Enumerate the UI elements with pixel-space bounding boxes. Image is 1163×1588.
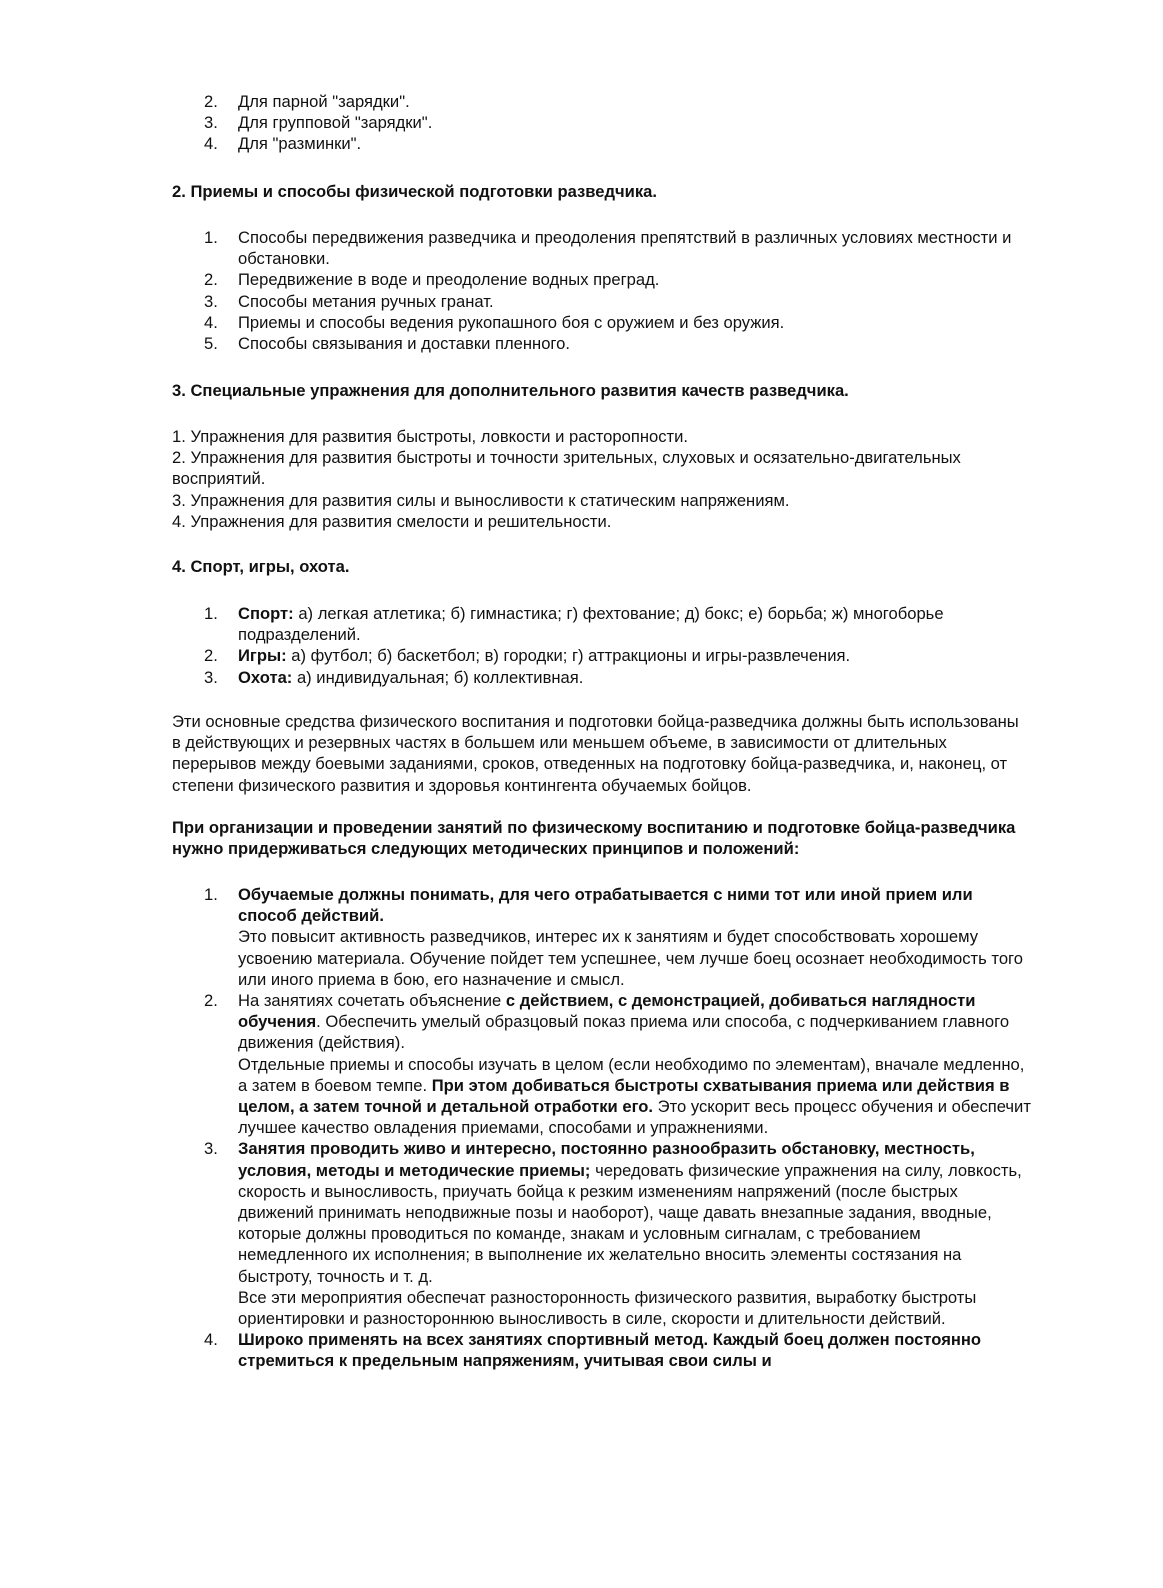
list-number: 2.	[204, 991, 218, 1011]
list-text: Для "разминки".	[238, 134, 362, 154]
list-item	[172, 884, 1032, 990]
principle-text: Это ускорит весь процесс обучения и обеспечит лучшее качество овладения приемами, способами и упражнениями.	[238, 1097, 1031, 1138]
list-text: Передвижение в воде и преодоление водных преград.	[238, 270, 660, 290]
principle-bold: При этом добиваться быстроты схватывания приема или действия в целом, а затем точной и детальной отработки его.	[238, 1075, 1010, 1117]
body-paragraph: Эти основные средства физического воспитания и подготовки бойца-разведчика должны быть использованы в действующих и резервных частях в большем или меньшем объеме, в зависимости от длительных перерывов между боевыми заданиями, сроков, отведенных на подготовку бойца-разведчика, и, наконец, от степени физического развития и здоровья контингента обучаемых бойцов.	[172, 712, 1019, 795]
list-item	[172, 291, 1032, 312]
exercise-line: 1. Упражнения для развития быстроты, ловкости и расторопности.	[172, 427, 689, 446]
list-number: 1.	[204, 885, 218, 904]
list-number: 2.	[204, 270, 218, 290]
list-number: 3.	[204, 667, 218, 687]
list-item	[172, 227, 1032, 269]
list-label: Игры:	[238, 646, 287, 666]
list-number: 5.	[204, 334, 218, 354]
principle-text: Отдельные приемы и способы изучать в целом (если необходимо по элементам), вначале медленно, а затем в боевом темпе.	[238, 1054, 1025, 1095]
list-number: 4.	[204, 312, 218, 332]
list-item	[172, 91, 1032, 112]
section-heading-3: 3. Специальные упражнения для дополнительного развития качеств разведчика.	[172, 381, 849, 400]
principle-bold: Занятия проводить живо и интересно, постоянно разнообразить обстановку, местность, условия, методы и методические приемы;	[238, 1139, 975, 1180]
principle-text: чередовать физические упражнения на силу, ловкость, скорость и выносливость, приучать бойца к резким изменениям напряжений (после быстрых движений принимать неподвижные позы и наоборот), чаще давать внезапные задания, вводные, которые должны проводиться по команде, знакам и условным сигналам, с требованием немедленного их исполнения; в выполнение их желательно вносить элементы состязания на быстроту, точность и т. д.	[238, 1160, 1022, 1286]
list-item	[172, 269, 1032, 290]
list-number: 3.	[204, 113, 218, 133]
list-text: а) индивидуальная; б) коллективная.	[292, 667, 584, 687]
principle-text: Все эти мероприятия обеспечат разносторонность физического развития, выработку быстроты ориентировки и разностороннюю выносливость в силе, скорости и длительности действий.	[238, 1287, 977, 1329]
list-item	[172, 1138, 1032, 1329]
list-text: Способы метания ручных гранат.	[238, 291, 494, 311]
principles-intro: При организации и проведении занятий по физическому воспитанию и подготовке бойца-разведчика нужно придерживаться следующих методических принципов и положений:	[172, 818, 1016, 859]
exercise-line: 2. Упражнения для развития быстроты и точности зрительных, слуховых и осязательно-двигательных восприятий.	[172, 448, 961, 489]
principle-text: На занятиях сочетать объяснение	[238, 991, 506, 1011]
list-item	[172, 112, 1032, 133]
list-number: 2.	[204, 646, 218, 666]
list-text: Для парной "зарядки".	[238, 92, 410, 111]
list-item	[172, 990, 1032, 1138]
list-item	[172, 667, 1032, 688]
list-label: Охота:	[238, 667, 293, 687]
list-text: а) легкая атлетика; б) гимнастика; г) фехтование; д) бокс; е) борьба; ж) многоборье подразделений.	[238, 604, 944, 645]
list-item	[172, 312, 1032, 333]
principle-bold: с действием, с демонстрацией, добиваться наглядности обучения	[238, 991, 976, 1032]
list-label: Спорт:	[238, 604, 294, 623]
section-heading-4: 4. Спорт, игры, охота.	[172, 557, 350, 576]
list-text: Приемы и способы ведения рукопашного боя с оружием и без оружия.	[238, 312, 785, 332]
list-number: 4.	[204, 134, 218, 154]
list-number: 1.	[204, 604, 218, 623]
list-item	[172, 645, 1032, 666]
list-text: Для групповой "зарядки".	[238, 113, 433, 133]
list-section-2	[172, 227, 1032, 354]
exercise-line: 4. Упражнения для развития смелости и решительности.	[172, 511, 612, 531]
section-3-lines	[172, 426, 1032, 532]
list-number: 1.	[204, 228, 218, 247]
exercise-line: 3. Упражнения для развития силы и выносливости к статическим напряжениям.	[172, 490, 790, 510]
list-principles	[172, 884, 1032, 1372]
list-item	[172, 133, 1032, 154]
principle-text: Это повысит активность разведчиков, интерес их к занятиям и будет способствовать хорошему усвоению материала. Обучение пойдет тем успешнее, чем лучше боец осознает необходимость того или иного приема в бою, его назначение и смысл.	[238, 927, 1023, 989]
list-section-4	[172, 603, 1032, 688]
list-number: 4.	[204, 1330, 218, 1350]
list-number: 3.	[204, 291, 218, 311]
section-heading-2: 2. Приемы и способы физической подготовки разведчика.	[172, 182, 658, 201]
list-text: Способы связывания и доставки пленного.	[238, 334, 570, 354]
list-top	[172, 91, 1032, 155]
principle-bold: Широко применять на всех занятиях спортивный метод. Каждый боец должен постоянно стремиться к предельным напряжениям, учитывая свои силы и	[238, 1330, 982, 1371]
list-number: 2.	[204, 92, 218, 111]
list-text: Способы передвижения разведчика и преодоления препятствий в различных условиях местности и обстановки.	[238, 228, 1012, 269]
list-item	[172, 1329, 1032, 1371]
principle-text: . Обеспечить умелый образцовый показ приема или способа, с подчеркиванием главного движения (действия).	[238, 1012, 1010, 1053]
list-item	[172, 603, 1032, 645]
list-text: а) футбол; б) баскетбол; в) городки; г) аттракционы и игры-развлечения.	[286, 646, 851, 666]
list-item	[172, 333, 1032, 354]
list-number: 3.	[204, 1139, 218, 1159]
principle-bold: Обучаемые должны понимать, для чего отрабатывается с ними тот или иной прием или способ действий.	[238, 885, 973, 926]
